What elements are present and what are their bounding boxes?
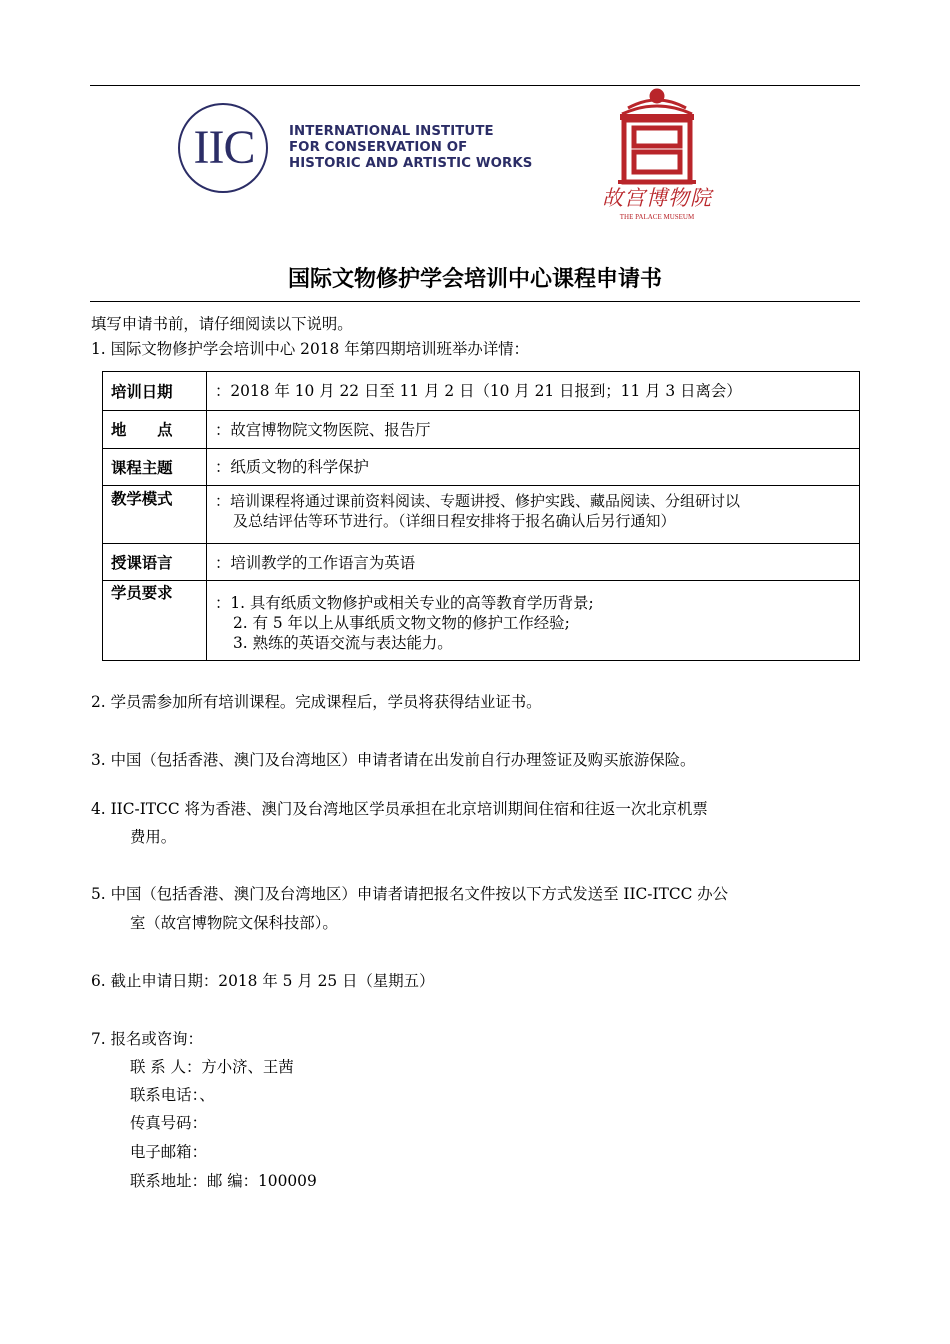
course-details-table [102,371,860,661]
row-value-line: 及总结评估等环节进行。（详细日程安排将于报名确认后另行通知） [233,512,676,530]
row-value-line: 2. 有 5 年以上从事纸质文物文物的修护工作经验; [233,614,570,632]
item-2-text: 2. 学员需参加所有培训课程。完成课程后，学员将获得结业证书。 [91,693,542,711]
row-value [207,544,860,581]
row-value [207,372,860,411]
row-value-line: ：1. 具有纸质文物修护或相关专业的高等教育学历背景; [215,594,594,612]
row-label: 教学模式 [103,486,207,544]
row-value [207,486,860,544]
row-value-line: ：培训教学的工作语言为英语 [215,554,416,572]
table-row [103,372,860,411]
document-title: 国际文物修护学会培训中心课程申请书 [287,267,662,292]
iic-name-line-3: HISTORIC AND ARTISTIC WORKS [289,156,533,171]
table-row [103,486,860,544]
iic-name [289,124,559,172]
contact-phone: 联系电话：、 [130,1086,215,1104]
row-value-line: ：2018 年 10 月 22 日至 11 月 2 日（10 月 21 日报到；11 月 3 日离会） [215,382,742,400]
item-5-text: 5. 中国（包括香港、澳门及台湾地区）申请者请把报名文件按以下方式发送至 IIC-ITCC 办公 [91,885,729,903]
iic-name-line-2: FOR CONSERVATION OF [289,140,468,155]
iic-logo [178,103,270,195]
table-row [103,449,860,486]
palace-gate-icon [598,86,716,186]
contact-email: 电子邮箱： [130,1143,207,1161]
palace-name-cn: 故宫博物院 [602,186,712,210]
palace-name-en: THE PALACE MUSEUM [619,213,695,221]
iic-logo-mark: IIC [193,121,255,174]
contact-person: 联 系 人：方小济、王茜 [130,1058,294,1076]
table-row [103,544,860,581]
row-value-line: 3. 熟练的英语交流与表达能力。 [233,634,453,652]
iic-name-line-1: INTERNATIONAL INSTITUTE [289,124,494,139]
header-top-rule [90,85,860,86]
row-label: 地 点 [103,411,207,449]
row-label: 培训日期 [103,372,207,411]
palace-museum-logo [598,86,728,226]
row-label: 学员要求 [103,581,207,661]
row-value-line: ：纸质文物的科学保护 [215,458,369,476]
row-value [207,411,860,449]
item-5-text-cont: 室（故宫博物院文保科技部）。 [130,914,338,932]
item-6-text: 6. 截止申请日期：2018 年 5 月 25 日（星期五） [91,972,435,990]
item-1-text: 1. 国际文物修护学会培训中心 2018 年第四期培训班举办详情： [91,340,529,358]
row-label: 课程主题 [103,449,207,486]
item-4-text-cont: 费用。 [130,828,177,846]
row-value [207,449,860,486]
table-row [103,411,860,449]
title-rule [90,301,860,302]
item-3-text: 3. 中国（包括香港、澳门及台湾地区）申请者请在出发前自行办理签证及购买旅游保险。 [91,751,696,769]
contact-fax: 传真号码： [130,1114,207,1132]
intro-text: 填写申请书前，请仔细阅读以下说明。 [91,315,353,333]
row-value-line: ：培训课程将通过课前资料阅读、专题讲授、修护实践、藏品阅读、分组研讨以 [215,492,741,510]
item-4-text: 4. IIC-ITCC 将为香港、澳门及台湾地区学员承担在北京培训期间住宿和往返一次北京机票 [91,800,708,818]
row-value-line: ：故宫博物院文物医院、报告厅 [215,421,431,439]
table-row [103,581,860,661]
contact-address: 联系地址：邮 编：100009 [130,1172,317,1190]
item-7-text: 7. 报名或咨询： [91,1030,203,1048]
row-label: 授课语言 [103,544,207,581]
row-value [207,581,860,661]
